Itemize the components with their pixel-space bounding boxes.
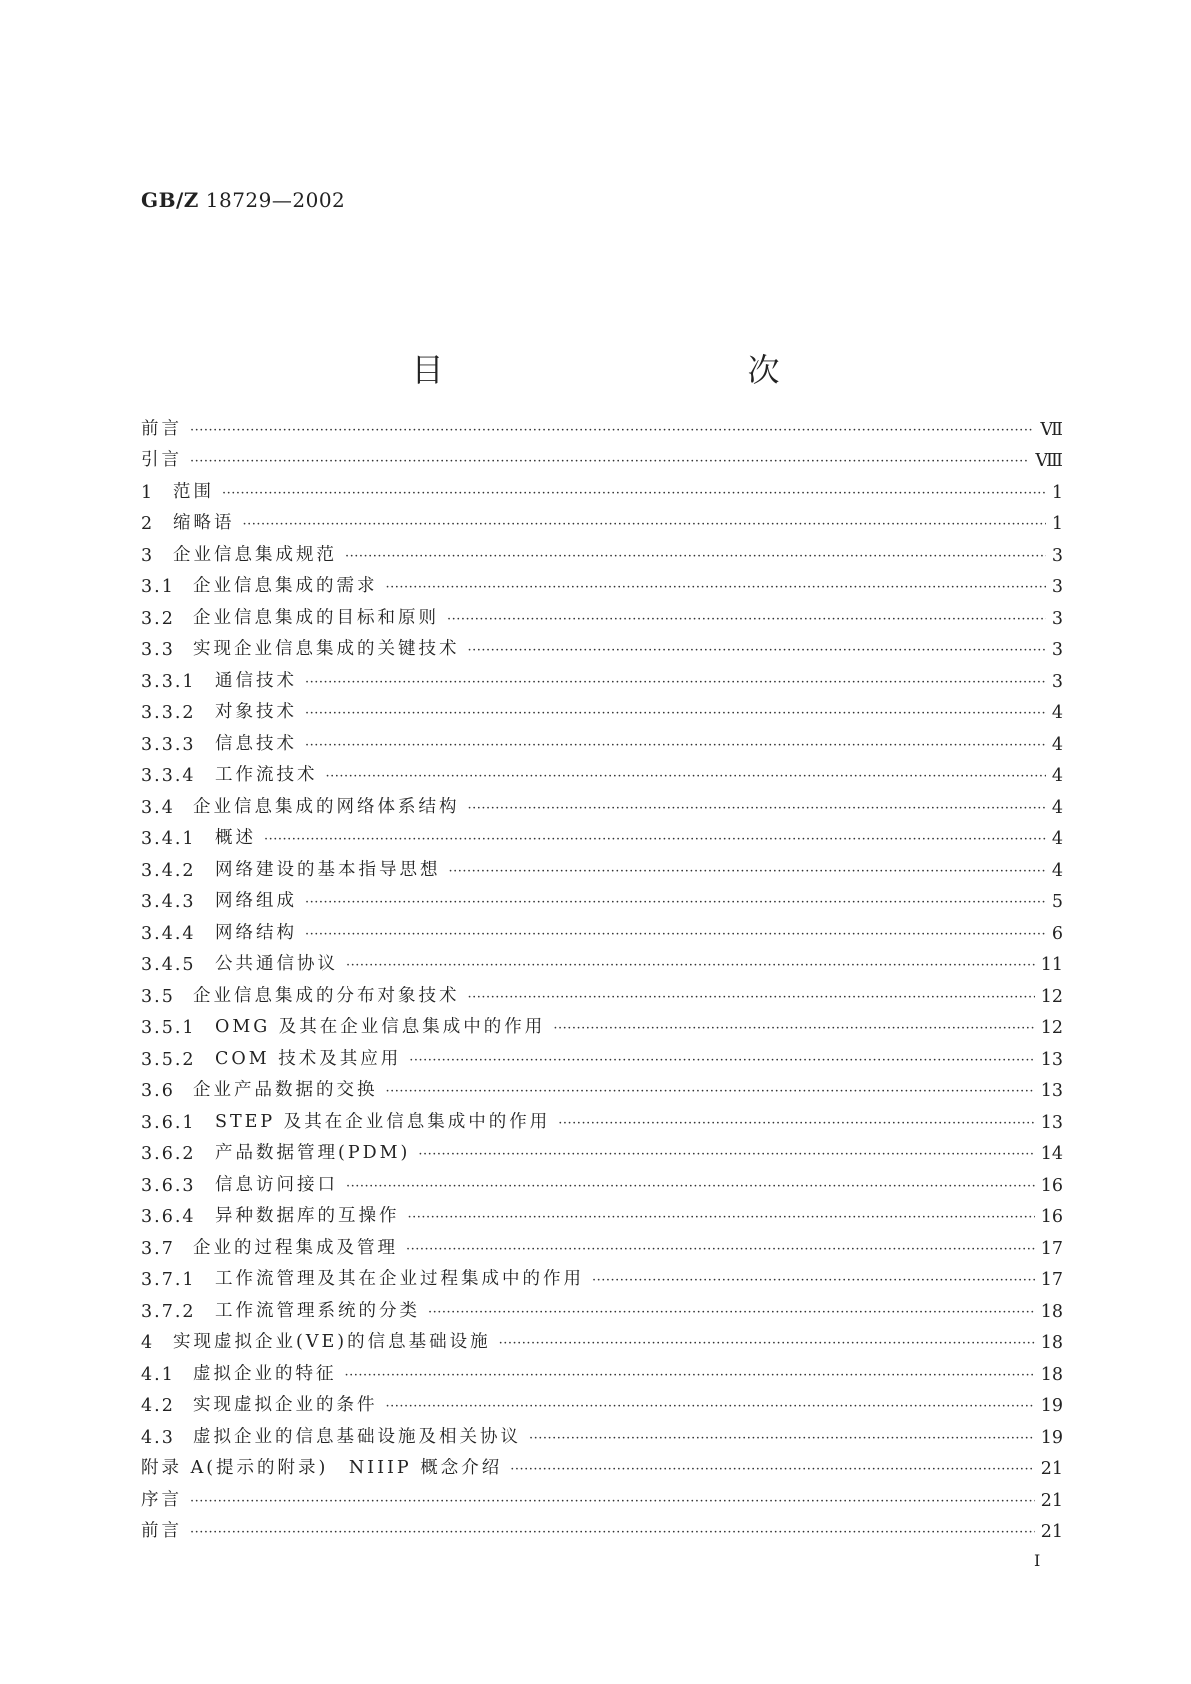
toc-dot-leader xyxy=(264,831,1046,849)
toc-entry[interactable] xyxy=(141,566,1063,598)
toc-dot-leader xyxy=(190,453,1029,471)
toc-dot-leader xyxy=(190,1493,1035,1511)
toc-entry[interactable] xyxy=(141,1511,1063,1543)
toc-entry[interactable] xyxy=(141,597,1063,629)
toc-entry-page: 3 xyxy=(1051,640,1063,660)
toc-dot-leader xyxy=(222,485,1046,503)
toc-entry-number: 3.4.1 xyxy=(141,829,196,849)
toc-entry-page: 6 xyxy=(1051,923,1063,944)
toc-dot-leader xyxy=(305,926,1046,944)
toc-entry[interactable] xyxy=(141,755,1063,787)
toc-entry-number: 4 xyxy=(141,1333,155,1353)
toc-entry-title: 信息访问接口 xyxy=(215,1174,338,1195)
toc-entry[interactable] xyxy=(141,660,1063,692)
toc-entry-number: 3 xyxy=(141,545,155,566)
toc-entry[interactable] xyxy=(141,1259,1063,1291)
toc-entry[interactable] xyxy=(141,1007,1063,1039)
toc-dot-leader xyxy=(386,1083,1035,1101)
toc-entry-title: 概述 xyxy=(215,828,256,848)
toc-entry[interactable] xyxy=(141,1416,1063,1448)
toc-entry[interactable] xyxy=(141,723,1063,755)
toc-entry-page: 21 xyxy=(1040,1490,1063,1511)
toc-dot-leader xyxy=(386,579,1046,597)
toc-dot-leader xyxy=(345,548,1046,566)
toc-dot-leader xyxy=(447,611,1046,629)
toc-entry-title: 实现虚拟企业的条件 xyxy=(193,1395,378,1415)
toc-entry[interactable] xyxy=(141,629,1063,661)
toc-entry[interactable] xyxy=(141,1290,1063,1322)
toc-entry-number: 2 xyxy=(141,514,155,534)
toc-entry-page: Ⅶ xyxy=(1040,419,1063,440)
toc-entry-page: 4 xyxy=(1051,829,1063,849)
toc-entry[interactable] xyxy=(141,975,1063,1007)
toc-entry-title: 信息技术 xyxy=(215,733,297,754)
toc-dot-leader xyxy=(558,1115,1034,1133)
toc-entry[interactable] xyxy=(141,503,1063,535)
toc-entry[interactable] xyxy=(141,1385,1063,1417)
toc-entry-number: 3.2 xyxy=(141,608,175,629)
toc-entry-number: 3.7.1 xyxy=(141,1270,196,1290)
toc-entry[interactable] xyxy=(141,881,1063,913)
toc-entry-title: 前言 xyxy=(141,418,182,439)
toc-entry-page: 13 xyxy=(1040,1049,1063,1070)
standard-code xyxy=(141,188,345,212)
toc-entry[interactable] xyxy=(141,818,1063,850)
toc-dot-leader xyxy=(409,1052,1035,1070)
toc-entry[interactable] xyxy=(141,1196,1063,1228)
toc-dot-leader xyxy=(418,1146,1034,1164)
toc-entry-title: 对象技术 xyxy=(215,702,297,722)
page-number: Ⅰ xyxy=(1034,1551,1041,1570)
toc-dot-leader xyxy=(326,768,1046,786)
toc-entry-number: 3.3.3 xyxy=(141,734,196,755)
toc-entry-title: 虚拟企业的信息基础设施及相关协议 xyxy=(193,1426,521,1447)
toc-entry-title: OMG 及其在企业信息集成中的作用 xyxy=(215,1017,546,1037)
toc-entry-page: 14 xyxy=(1040,1144,1063,1164)
toc-entry-page: 1 xyxy=(1051,482,1063,503)
toc-entry-number: 4.1 xyxy=(141,1364,175,1385)
toc-entry[interactable] xyxy=(141,1101,1063,1133)
toc-entry-title: STEP 及其在企业信息集成中的作用 xyxy=(215,1111,551,1132)
toc-entry-page: Ⅷ xyxy=(1035,451,1063,471)
toc-entry-page: 19 xyxy=(1040,1396,1063,1416)
toc-entry-number: 3.6.3 xyxy=(141,1175,196,1196)
toc-entry[interactable] xyxy=(141,534,1063,566)
toc-dot-leader xyxy=(428,1304,1035,1322)
toc-entry-page: 21 xyxy=(1040,1459,1063,1479)
toc-entry-title: 实现企业信息集成的关键技术 xyxy=(193,639,460,659)
toc-entry-page: 4 xyxy=(1051,766,1063,786)
toc-entry-number: 1 xyxy=(141,482,155,503)
toc-dot-leader xyxy=(305,894,1046,912)
toc-entry-page: 1 xyxy=(1051,514,1063,534)
toc-entry-page: 21 xyxy=(1040,1522,1063,1542)
toc-entry-page: 4 xyxy=(1051,734,1063,755)
toc-entry-title: 附录 A(提示的附录) NIIIP 概念介绍 xyxy=(141,1458,503,1478)
toc-entry-title: 公共通信协议 xyxy=(215,954,338,974)
toc-entry-title: 前言 xyxy=(141,1521,182,1541)
toc-dot-leader xyxy=(345,1367,1035,1385)
toc-dot-leader xyxy=(468,642,1046,660)
toc-entry-number: 3.6.1 xyxy=(141,1112,196,1133)
toc-entry[interactable] xyxy=(141,944,1063,976)
toc-entry-number: 3.4.5 xyxy=(141,955,196,975)
toc-dot-leader xyxy=(529,1430,1035,1448)
toc-entry-number: 3.4.3 xyxy=(141,892,196,912)
toc-entry[interactable] xyxy=(141,692,1063,724)
toc-entry-page: 16 xyxy=(1040,1175,1063,1196)
toc-entry-page: 19 xyxy=(1040,1427,1063,1448)
toc-entry-title: 工作流管理及其在企业过程集成中的作用 xyxy=(215,1269,584,1289)
toc-entry-title: 虚拟企业的特征 xyxy=(193,1363,337,1384)
toc-entry[interactable] xyxy=(141,1070,1063,1102)
toc-entry[interactable] xyxy=(141,440,1063,472)
toc-entry[interactable] xyxy=(141,1353,1063,1385)
standard-code-number: 18729—2002 xyxy=(205,188,346,212)
toc-dot-leader xyxy=(305,737,1046,755)
toc-entry-number: 3.6 xyxy=(141,1081,175,1101)
toc-entry-page: 3 xyxy=(1051,608,1063,629)
toc-entry[interactable] xyxy=(141,849,1063,881)
toc-entry-number: 3.3 xyxy=(141,640,175,660)
toc-dot-leader xyxy=(468,989,1035,1007)
toc-dot-leader xyxy=(190,422,1034,440)
toc-entry-number: 4.3 xyxy=(141,1427,175,1448)
toc-entry-number: 3.4 xyxy=(141,797,175,818)
toc-entry-title: 工作流技术 xyxy=(215,765,318,785)
toc-entry-page: 13 xyxy=(1040,1112,1063,1133)
table-of-contents xyxy=(141,408,1063,1542)
toc-dot-leader xyxy=(190,1524,1035,1542)
toc-entry-page: 17 xyxy=(1040,1270,1063,1290)
toc-entry-number: 4.2 xyxy=(141,1396,175,1416)
toc-entry[interactable] xyxy=(141,912,1063,944)
toc-entry-page: 18 xyxy=(1040,1364,1063,1385)
toc-entry-number: 3.6.4 xyxy=(141,1207,196,1227)
toc-entry-page: 3 xyxy=(1051,671,1063,692)
toc-entry-title: 异种数据库的互操作 xyxy=(215,1206,400,1226)
toc-entry-page: 4 xyxy=(1051,860,1063,881)
toc-entry[interactable] xyxy=(141,1164,1063,1196)
toc-entry[interactable] xyxy=(141,1322,1063,1354)
toc-entry-title: 企业信息集成的网络体系结构 xyxy=(193,796,460,817)
toc-entry-title: 企业信息集成规范 xyxy=(173,544,337,565)
toc-entry-title: 引言 xyxy=(141,450,182,470)
toc-entry-title: 序言 xyxy=(141,1489,182,1510)
toc-entry-number: 3.1 xyxy=(141,577,175,597)
toc-dot-leader xyxy=(468,800,1046,818)
toc-entry-page: 11 xyxy=(1040,955,1063,975)
toc-entry-title: 产品数据管理(PDM) xyxy=(215,1143,411,1163)
toc-entry-number: 3.7.2 xyxy=(141,1301,196,1322)
toc-dot-leader xyxy=(408,1209,1035,1227)
toc-title: 目 次 xyxy=(411,351,860,390)
toc-entry-number: 3.5 xyxy=(141,986,175,1007)
toc-entry-title: 企业的过程集成及管理 xyxy=(193,1237,398,1258)
toc-entry-title: 网络建设的基本指导思想 xyxy=(215,859,441,880)
toc-entry-title: 企业信息集成的分布对象技术 xyxy=(193,985,460,1006)
toc-entry[interactable] xyxy=(141,408,1063,440)
toc-entry-title: 企业信息集成的需求 xyxy=(193,576,378,596)
toc-entry[interactable] xyxy=(141,1448,1063,1480)
toc-entry-title: COM 技术及其应用 xyxy=(215,1048,402,1069)
toc-entry-page: 13 xyxy=(1040,1081,1063,1101)
toc-entry-number: 3.3.2 xyxy=(141,703,196,723)
toc-dot-leader xyxy=(346,957,1035,975)
toc-dot-leader xyxy=(243,516,1046,534)
toc-entry-page: 12 xyxy=(1040,1018,1063,1038)
toc-entry-page: 17 xyxy=(1040,1238,1063,1259)
toc-entry-page: 18 xyxy=(1040,1301,1063,1322)
toc-entry-number: 3.4.2 xyxy=(141,860,196,881)
toc-entry[interactable] xyxy=(141,471,1063,503)
toc-dot-leader xyxy=(386,1398,1035,1416)
toc-entry-title: 网络组成 xyxy=(215,891,297,911)
toc-entry-title: 通信技术 xyxy=(215,670,297,691)
toc-entry-number: 3.3.4 xyxy=(141,766,196,786)
toc-entry-number: 3.5.1 xyxy=(141,1018,196,1038)
toc-entry-number: 3.5.2 xyxy=(141,1049,196,1070)
toc-dot-leader xyxy=(449,863,1046,881)
toc-entry-title: 实现虚拟企业(VE)的信息基础设施 xyxy=(173,1332,491,1352)
toc-entry-page: 5 xyxy=(1051,892,1063,912)
toc-entry-number: 3.6.2 xyxy=(141,1144,196,1164)
toc-dot-leader xyxy=(592,1272,1035,1290)
toc-entry[interactable] xyxy=(141,1479,1063,1511)
toc-dot-leader xyxy=(499,1335,1035,1353)
toc-entry-page: 12 xyxy=(1040,986,1063,1007)
toc-dot-leader xyxy=(553,1020,1034,1038)
toc-entry-title: 企业产品数据的交换 xyxy=(193,1080,378,1100)
toc-entry[interactable] xyxy=(141,1227,1063,1259)
toc-dot-leader xyxy=(305,705,1046,723)
toc-entry-page: 3 xyxy=(1051,545,1063,566)
toc-entry-title: 范围 xyxy=(173,481,214,502)
toc-entry-title: 企业信息集成的目标和原则 xyxy=(193,607,439,628)
toc-entry[interactable] xyxy=(141,786,1063,818)
toc-dot-leader xyxy=(406,1241,1035,1259)
toc-dot-leader xyxy=(346,1178,1035,1196)
toc-entry[interactable] xyxy=(141,1133,1063,1165)
toc-dot-leader xyxy=(510,1461,1034,1479)
toc-entry[interactable] xyxy=(141,1038,1063,1070)
toc-entry-page: 16 xyxy=(1040,1207,1063,1227)
toc-dot-leader xyxy=(305,674,1046,692)
toc-entry-page: 18 xyxy=(1040,1333,1063,1353)
toc-entry-title: 网络结构 xyxy=(215,922,297,943)
toc-entry-page: 3 xyxy=(1051,577,1063,597)
toc-entry-page: 4 xyxy=(1051,797,1063,818)
toc-entry-page: 4 xyxy=(1051,703,1063,723)
toc-entry-title: 缩略语 xyxy=(173,513,235,533)
toc-entry-title: 工作流管理系统的分类 xyxy=(215,1300,420,1321)
standard-code-prefix: GB/Z xyxy=(141,188,199,212)
toc-entry-number: 3.4.4 xyxy=(141,923,196,944)
toc-entry-number: 3.3.1 xyxy=(141,671,196,692)
toc-entry-number: 3.7 xyxy=(141,1238,175,1259)
